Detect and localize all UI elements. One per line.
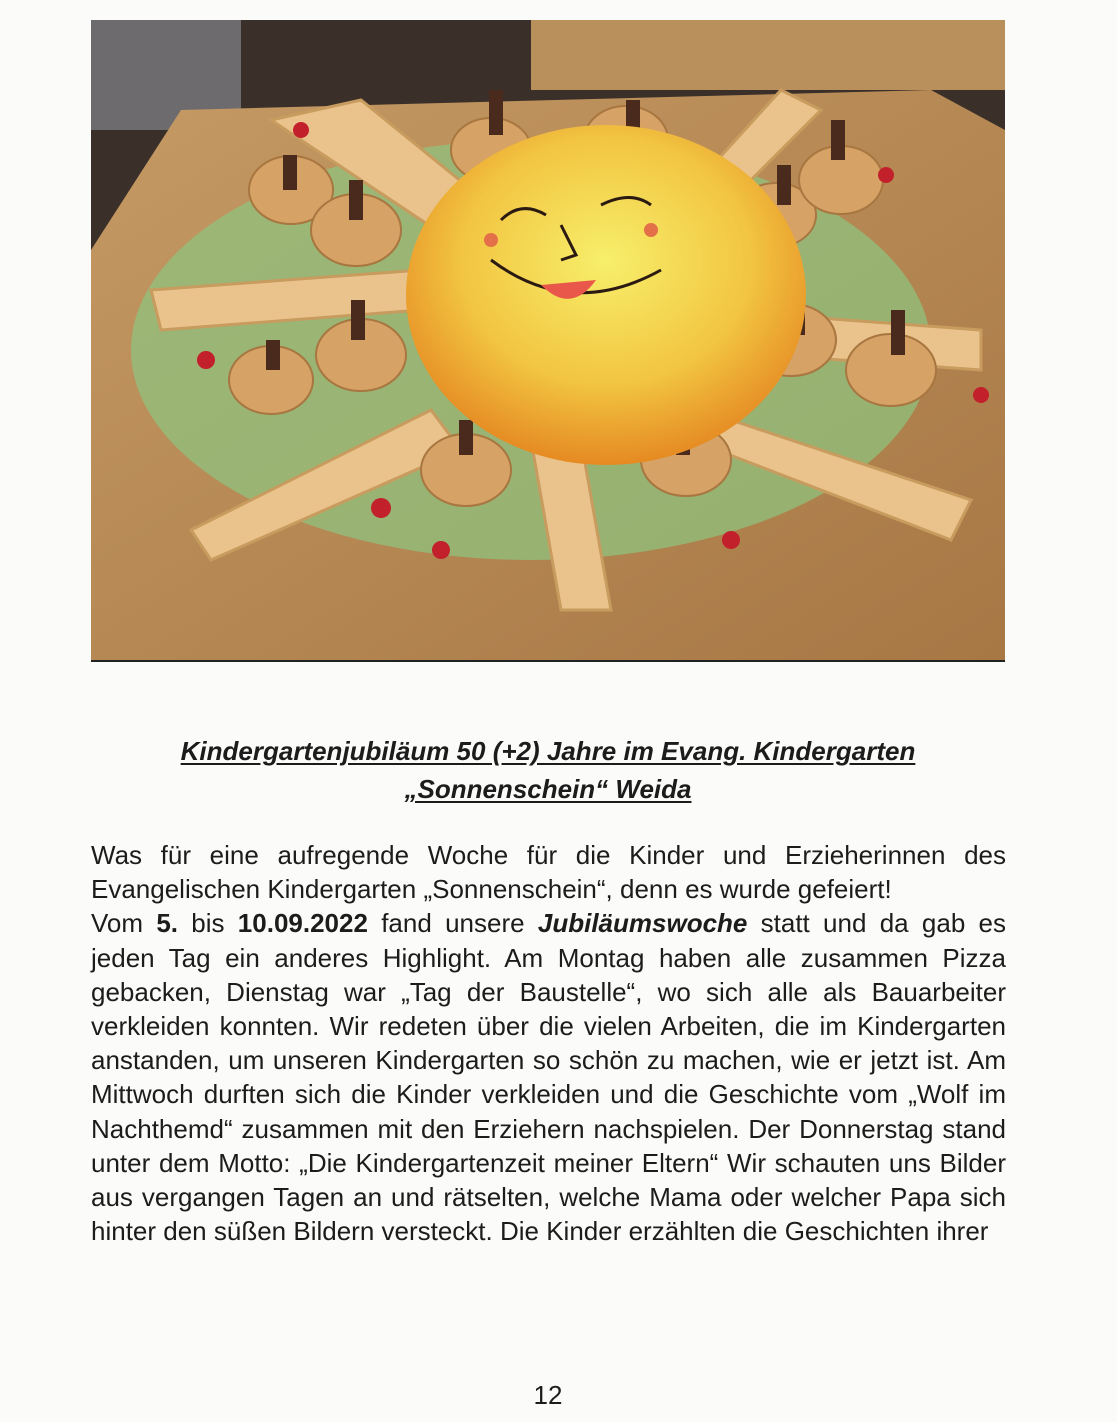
- sun-cheek-left: [484, 233, 498, 247]
- text-run: fand unsere: [367, 908, 538, 939]
- cake-photo: [91, 20, 1005, 662]
- jubilee-week-label: Jubiläumswoche: [537, 908, 748, 939]
- text-run: statt und da gab es jeden Tag ein anderes Highlight. Am Montag haben alle zusammen Pizza gebacken, Dienstag war „Tag der Baustelle“, wo sich alle als Bauarbeiter verkleiden konnten. Wir redeten über die vielen Arbeiten, die im Kindergarten anstanden, um unseren Kindergarten so schön zu machen, wie er jetzt ist. Am Mittwoch durften sich die Kinder verkleiden und die Geschichte vom „Wolf im Nachthemd“ zusammen mit den Erziehern nachspielen. Der Donnerstag stand unter dem Motto: „Die Kindergartenzeit meiner Eltern“ Wir schauten uns Bilder aus vergangen Tagen an und rätselten, welche Mama oder welcher Papa sich hinter den süßen Bildern versteckt. Die Kinder erzählten die Geschichten ihrer: [91, 908, 1007, 1247]
- sun-cheek-right: [644, 223, 658, 237]
- sun-cake-illustration: [91, 20, 1005, 660]
- title-line-1: Kindergartenjubiläum 50 (+2) Jahre im Evang. Kindergarten: [180, 736, 916, 766]
- article-body: [91, 838, 1006, 1248]
- title-line-2: „Sonnenschein“ Weida: [404, 774, 692, 804]
- page-number: 12: [533, 1380, 563, 1410]
- paragraph-intro: Was für eine aufregende Woche für die Kinder und Erzieherinnen des Evangelischen Kindergarten „Sonnenschein“, denn es wurde gefeiert!: [91, 840, 1006, 905]
- sun-cake: [406, 125, 806, 465]
- text-run: Vom: [91, 908, 157, 939]
- paragraph-week: [91, 906, 1006, 1248]
- text-run: bis: [178, 908, 238, 939]
- date-start: 5.: [156, 908, 178, 939]
- article-title: [91, 732, 1005, 808]
- date-end: 10.09.2022: [237, 908, 368, 939]
